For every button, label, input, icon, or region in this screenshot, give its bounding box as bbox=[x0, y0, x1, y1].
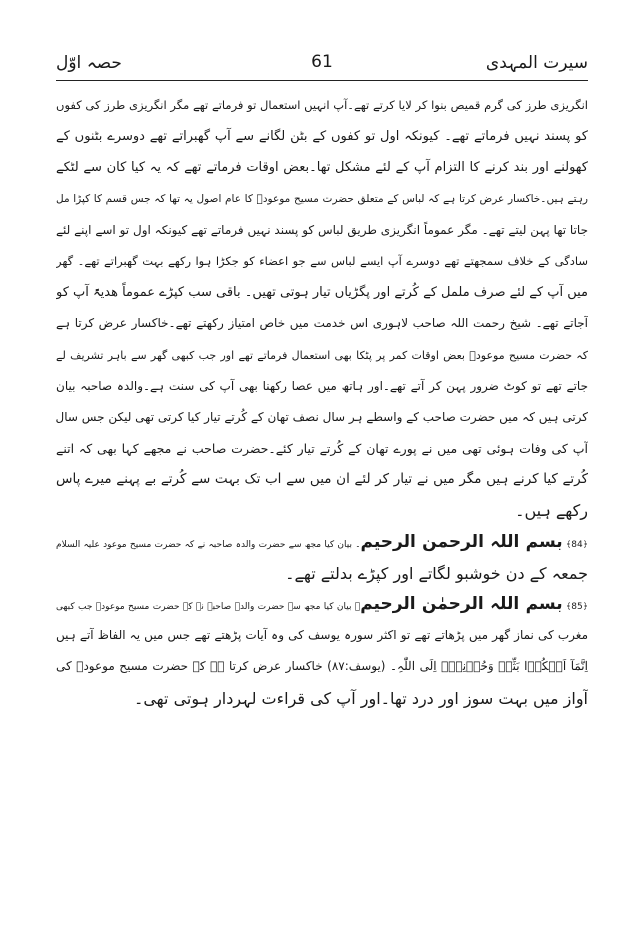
text-line: آواز میں بہت سوز اور درد تھا۔اور آپ کی قراءت لہردار ہوتی تھی۔ bbox=[133, 688, 588, 708]
quran-quote-line: اِنَّمَآ اَشۡکُوۡا بَثِّیۡ وَحُزۡنِیۡۤ اِلَی اللّٰہِ۔ (یوسف:۸۷) خاکسار عرض کرتا ہے کہ حضرت مسیح موعودؑ کی bbox=[56, 659, 588, 674]
header-rule bbox=[56, 80, 588, 81]
body-text bbox=[56, 90, 588, 714]
bismillah-heading: بسم اللہ الرحمٰن الرحیم bbox=[360, 594, 563, 614]
bismillah-heading: بسم اللہ الرحمن الرحیم bbox=[360, 531, 563, 552]
text-line: کھولنے اور بند کرنے کا التزام آپ کے لئے مشکل تھا۔بعض اوقات فرماتے تھے کہ یہ کیا کان سے لٹکے bbox=[56, 160, 588, 176]
running-header bbox=[56, 50, 588, 80]
text-line: کو پسند نہیں فرماتے تھے۔ کیونکہ اول تو کفوں کے بٹن لگانے سے آپ گھبراتے تھے دوسرے بٹنوں کے bbox=[56, 129, 588, 145]
text-line: انگریزی طرز کی گرم قمیص بنوا کر لایا کرتے تھے۔آپ انہیں استعمال تو فرماتے تھے مگر انگریزی طرز کی کفوں bbox=[56, 98, 588, 112]
book-title: سیرت المہدی bbox=[485, 53, 588, 73]
narration-85-line: ﴿85﴾ بسم اللہ الرحمٰن الرحیم۔ بیان کیا مجھ سے حضرت والدہ صاحبہ نے کہ حضرت مسیح موعودؑ جب کبھی bbox=[56, 594, 588, 614]
text-line: آپ کی وفات ہوئی تھی میں نے پورے تھان کے کُرتے تیار کئے۔حضرت صاحب نے مجھے کہا بھی کہ اتنے bbox=[56, 441, 588, 457]
page-number: 61 bbox=[311, 52, 333, 72]
narration-number: ﴿85﴾ bbox=[565, 602, 588, 612]
text-line: میں آپ کے لئے صرف ململ کے کُرتے اور پگڑیاں تیار ہوتی تھیں۔ باقی سب کپڑے عموماً ھدیۃً آپ کو bbox=[56, 285, 588, 301]
text-line: مغرب کی نماز گھر میں پڑھاتے تھے تو اکثر سورہ یوسف کی وہ آیات پڑھتے تھے جس میں یہ الفاظ آتے ہیں bbox=[56, 628, 588, 643]
text-line: کُرتے کیا کرنے ہیں مگر میں نے تیار کر لئے ان میں سے اب تک بہت سے کُرتے بے پہنے میرے پاس bbox=[56, 471, 588, 488]
text-line: آجاتے تھے۔ شیخ رحمت اللہ صاحب لاہوری اس خدمت میں خاص امتیاز رکھتے تھے۔خاکسار عرض کرتا ہے bbox=[56, 316, 588, 331]
text-line: سادگی کے خلاف سمجھتے تھے دوسرے آپ ایسے لباس سے جو اعضاء کو جکڑا ہوا رکھے بہت گھبراتے تھے۔ گھر bbox=[56, 253, 588, 268]
part-label: حصہ اوّل bbox=[56, 53, 122, 73]
text-line: جاتا تھا پہن لیتے تھے۔ مگر عموماً انگریزی طریق لباس کو پسند نہیں فرماتے تھے کیونکہ اول تو اسے اپنے لئے bbox=[56, 222, 588, 237]
text-line: جاتے تھے تو کوٹ ضرور پہن کر آتے تھے۔اور ہاتھ میں عصا رکھنا بھی آپ کی سنت ہے۔والدہ صاحبہ بیان bbox=[56, 378, 588, 393]
text-line: رکھے ہیں۔ bbox=[515, 501, 588, 521]
text-line: رہتے ہیں۔خاکسار عرض کرتا ہے کہ لباس کے متعلق حضرت مسیح موعودؑ کا عام اصول یہ تھا کہ جس قسم کا کپڑا مل bbox=[56, 192, 588, 205]
text-line: کرتی ہیں کہ میں حضرت صاحب کے واسطے ہر سال نصف تھان کے کُرتے تیار کیا کرتی تھی لیکن جس سال bbox=[56, 409, 588, 424]
narration-84-line: ﴿84﴾ بسم اللہ الرحمن الرحیم۔ بیان کیا مجھ سے حضرت والدہ صاحبہ نے کہ حضرت مسیح موعود علیہ السلام bbox=[56, 531, 588, 552]
text-line: کہ حضرت مسیح موعودؑ بعض اوقات کمر پر پٹکا بھی استعمال فرماتے تھے اور جب کبھی گھر سے باہر تشریف لے bbox=[56, 348, 588, 362]
text-line: جمعہ کے دن خوشبو لگاتے اور کپڑے بدلتے تھے۔ bbox=[285, 563, 588, 583]
narration-number: ﴿84﴾ bbox=[565, 539, 588, 550]
quran-quote: اِنَّمَآ اَشۡکُوۡا بَثِّیۡ وَحُزۡنِیۡۤ اِلَی اللّٰہِ bbox=[397, 659, 588, 674]
